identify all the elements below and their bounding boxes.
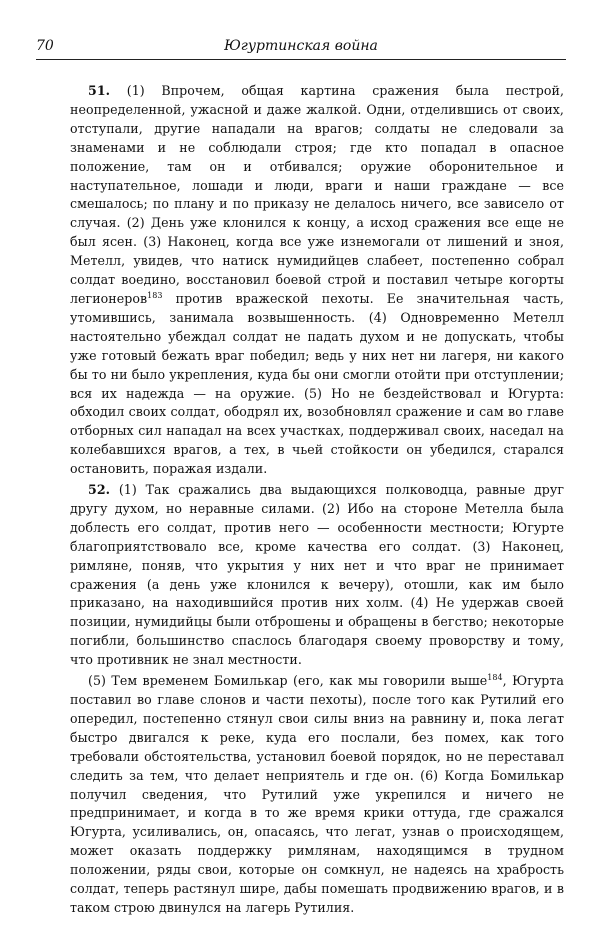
- chapter-52-paragraph: [70, 481, 564, 670]
- chapter-number-51: 51.: [88, 83, 111, 98]
- page-number: 70: [36, 38, 54, 54]
- chapter-52-paragraph-2: [70, 672, 564, 918]
- chapter-52-para2-text-b: , Югурта поставил во главе слонов и части пехоты), после того как Рутилий его опередил, постепенно стянул свои силы вниз на равнину и, пока легат быстро двигался к реке, куда его послали, без помех, как того требовали обстоятельства, установил боевой порядок, но не переставал следить за тем, что делает неприятель и где он. (6) Когда Бомилькар получил сведения, что Рутилий уже укрепился и ничего не предпринимает, и когда в то же время крики оттуда, где сражался Югурта, усиливались, он, опасаясь, что легат, узнав о происходящем, может оказать поддержку римлянам, находящимся в трудном положении, ряды свои, которые он сомкнул, не надеясь на храбрость солдат, теперь растянул шире, дабы помешать продвижению врагов, и в таком строю двинулся на лагерь Рутилия.: [70, 673, 564, 915]
- chapter-52-text: (1) Так сражались два выдающихся полководца, равные друг другу духом, но неравные силами. (2) Ибо на стороне Метелла была доблесть его солдат, против него — особенности местности; Югурте благоприятствовало все, кроме качества его солдат. (3) Наконец, римляне, поняв, что укрытия у них нет и что враг не принимает сражения (а день уже клонился к вечеру), отошли, как им было приказано, на находившийся против них холм. (4) Не удержав своей позиции, нумидийцы были отброшены и обращены в бегство; некоторые погибли, большинство спаслось благодаря своему проворству и тому, что противник не знал местности.: [70, 482, 564, 668]
- chapter-51-text-a: (1) Впрочем, общая картина сражения была пестрой, неопределенной, ужасной и даже жалкой. Одни, отделившись от своих, отступали, другие нападали на врагов; солдаты не следовали за знаменами и не соблюдали строя; где кто попадал в опасное положение, там он и отбивался; оружие оборонительное и наступательное, лошади и люди, враги и наши граждане — все смешалось; по плану и по приказу не делалось ничего, все зависело от случая. (2) День уже клонился к концу, а исход сражения все еще не был ясен. (3) Наконец, когда все уже изнемогали от лишений и зноя, Метелл, увидев, что натиск нумидийцев слабеет, постепенно собрал солдат воедино, восстановил боевой строй и поставил четыре когорты легионеров: [70, 83, 565, 306]
- running-title: Югуртинская война: [224, 38, 378, 54]
- chapter-51-text-b: против вражеской пехоты. Ее значительная часть, утомившись, занимала возвышенность. (4) Одновременно Метелл настоятельно убеждал солдат не падать духом и не допускать, чтобы уже готовый бежать враг победил; ведь у них нет ни лагеря, ни какого бы то ни было укрепления, куда бы они смогли отойти при отступлении; вся их надежда — на оружие. (5) Но не бездействовал и Югурта: обходил своих солдат, ободрял их, возобновлял сражение и сам во главе отборных сил нападал на всех участках, поддерживал своих, наседал на колебавшихся врагов, а тех, в чьей стойкости он убедился, старался остановить, поражая издали.: [70, 290, 564, 477]
- header-rule: [36, 59, 566, 60]
- chapter-51-paragraph: [70, 82, 564, 479]
- footnote-ref-184: 184: [487, 673, 503, 683]
- chapter-52-para2-text-a: (5) Тем временем Бомилькар (его, как мы говорили выше: [88, 673, 488, 689]
- footnote-ref-183: 183: [147, 290, 163, 300]
- chapter-number-52: 52.: [88, 482, 111, 498]
- page-body: [70, 82, 564, 920]
